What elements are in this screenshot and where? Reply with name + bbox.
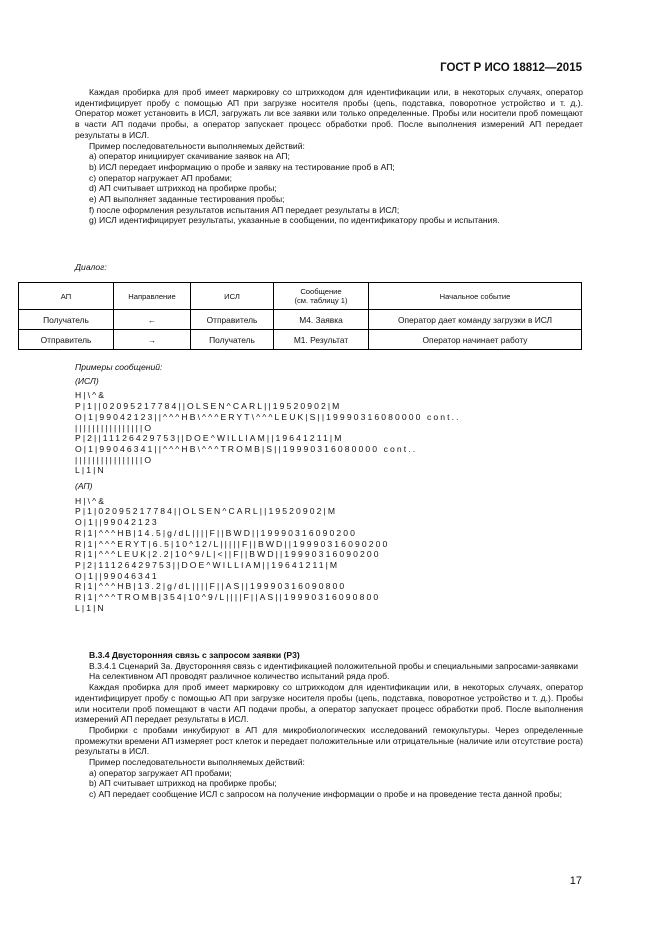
table-header-cell: Направление [114, 283, 191, 310]
dialog-table [18, 282, 582, 350]
table-cell: Получатель [191, 330, 274, 350]
message-line: ||||||||||||||||O [75, 422, 154, 433]
table-cell: Оператор начинает работу [369, 330, 582, 350]
message-line: L|1|N [75, 465, 106, 476]
table-cell: Оператор дает команду загрузки в ИСЛ [369, 310, 582, 330]
page-header: ГОСТ Р ИСО 18812—2015 [440, 62, 582, 74]
section-title: В.3.4 Двусторонняя связь с запросом заявки (Р3) [89, 650, 300, 660]
section-paragraph: Пробирки с пробами инкубируют в АП для микробиологических исследований гемокультуры. Через определенные промежутки времени АП измеряет рост клеток и передает положительные или отрицательные (наличие или отсутствие роста) результаты в ИСЛ. [75, 724, 583, 757]
table-cell: М4. Заявка [274, 310, 369, 330]
message-line: L|1|N [75, 602, 106, 613]
step-item: b) ИСЛ передает информацию о пробе и заявку на тестирование проб в АП; [89, 161, 395, 172]
table-cell: Отправитель [191, 310, 274, 330]
direction-arrow-icon: → [114, 330, 191, 350]
message-line: P|1|02095217784||OLSEN^CARL||19520902|M [75, 506, 338, 517]
message-line: P|2|11126429753||DOE^WILLIAM||19641211|M [75, 559, 340, 570]
page-number: 17 [569, 875, 582, 887]
table-cell: Получатель [19, 310, 114, 330]
step-item: b) АП считывает штрихкод на пробирке пробы; [89, 778, 277, 789]
message-line: R|1|^^^HB|14.5|g/dL||||F||BWD||19990316090200 [75, 527, 357, 538]
section-paragraph: В.3.4.1 Сценарий 3а. Двусторонняя связь с идентификацией положительной пробы и специальными запросами-заявками [89, 660, 579, 671]
step-item: e) АП выполняет заданные тестирования пробы; [89, 194, 285, 205]
intro-paragraph: Каждая пробирка для проб имеет маркировку со штрихкодом для идентификации или, в некоторых случаях, оператор идентифицирует пробу с помощью АП при загрузке носителя пробы (цепь, подставка, поворотное устройство и т. д.). Оператор может установить в ИСЛ, загружать ли все заявки или только определенные. Пробы или носители проб помещают в части АП подачи пробы, а оператор запускает процесс обработки проб. После выполнения измерений АП передает результаты в ИСЛ. [75, 87, 583, 140]
examples-label: Примеры сообщений: [75, 362, 163, 372]
message-line: R|1|^^^LEUK|2.2|10^9/L|<||F||BWD||19990316090200 [75, 549, 381, 560]
table-header-cell: АП [19, 283, 114, 310]
isl-label: (ИСЛ) [75, 375, 99, 386]
table-header-cell: Сообщение (см. таблицу 1) [274, 283, 369, 310]
step-item: g) ИСЛ идентифицирует результаты, указанные в сообщении, по идентификатору пробы и испытания. [89, 215, 500, 226]
message-line: O|1|99046341||^^^HB\^^^TROMB|S||19990316080000 cont.. [75, 443, 418, 454]
message-line: H|\^& [75, 495, 107, 506]
message-line: O|1||99046341 [75, 570, 159, 581]
dialog-label: Диалог: [75, 262, 107, 272]
step-item: d) АП считывает штрихкод на пробирке пробы; [89, 183, 277, 194]
message-line: R|1|^^^ERYT|6.5|10^12/L|||||F||BWD||19990316090200 [75, 538, 390, 549]
message-line: O|1|99042123||^^^HB\^^^ERYT\^^^LEUK|S||19990316080000 cont.. [75, 411, 461, 422]
step-item: a) оператор загружает АП пробами; [89, 767, 232, 778]
step-item: a) оператор инициирует скачивание заявок на АП; [89, 151, 290, 162]
message-line: P|2||11126429753||DOE^WILLIAM||19641211|M [75, 433, 344, 444]
table-header-cell: Начальное событие [369, 283, 582, 310]
message-line: O|1||99042123 [75, 517, 159, 528]
table-row [19, 310, 582, 330]
table-header-row [19, 283, 582, 310]
messages-block [75, 362, 583, 613]
table-cell: Отправитель [19, 330, 114, 350]
section-block [75, 650, 583, 800]
section-paragraph: Пример последовательности выполняемых действий: [89, 757, 305, 768]
message-line: R|1|^^^HB|13.2|g/dL||||F||AS||19990316090800 [75, 581, 347, 592]
intro-block [75, 87, 583, 226]
message-line: R|1|^^^TROMB|354|10^9/L||||F||AS||19990316090800 [75, 592, 381, 603]
table-row [19, 330, 582, 350]
step-item: f) после оформления результатов испытания АП передает результаты в ИСЛ; [89, 204, 400, 215]
direction-arrow-icon: ← [114, 310, 191, 330]
message-line: ||||||||||||||||O [75, 454, 154, 465]
message-line: P|1||02095217784||OLSEN^CARL||19520902|M [75, 401, 342, 412]
intro-example-caption: Пример последовательности выполняемых действий: [89, 140, 305, 151]
table-header-cell: ИСЛ [191, 283, 274, 310]
ap-label: (АП) [75, 481, 93, 492]
section-paragraph: Каждая пробирка для проб имеет маркировку со штрихкодом для идентификации или, в некоторых случаях, оператор идентифицирует пробу с помощью АП при загрузке носителя пробы (цепь, подставка, поворотное устройство и т. д.). Пробы или носители проб помещают в части АП подачи пробы, а оператор запускает процесс обработки проб. После выполнения измерений АП передает результаты в ИСЛ. [75, 682, 583, 725]
step-item: c) оператор нагружает АП пробами; [89, 172, 233, 183]
table-cell: М1. Результат [274, 330, 369, 350]
section-paragraph: На селективном АП проводят различное количество испытаний ряда проб. [89, 671, 390, 682]
step-item: c) АП передает сообщение ИСЛ с запросом на получение информации о пробе и на проведение теста данной пробы; [89, 789, 563, 800]
message-line: H|\^& [75, 390, 107, 401]
